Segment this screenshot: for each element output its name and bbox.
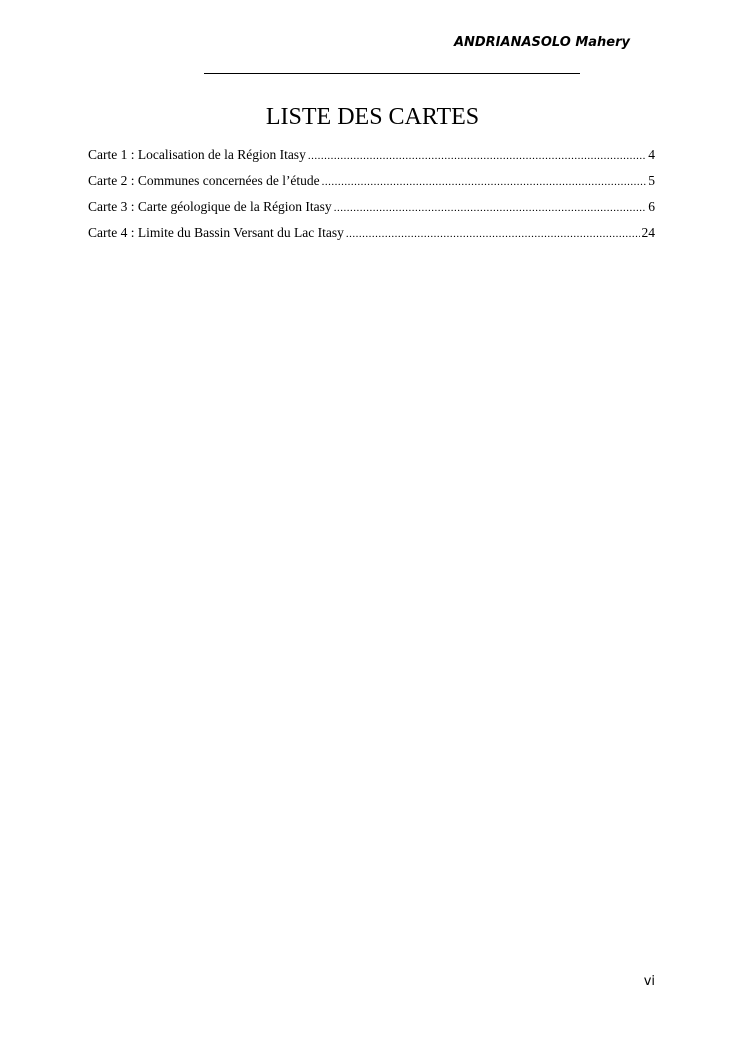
toc-entry-label: Carte 1 : Localisation de la Région Itasy: [88, 147, 306, 162]
toc-entry-label: Carte 2 : Communes concernées de l’étude: [88, 173, 320, 188]
header-author: ANDRIANASOLO Mahery: [453, 35, 630, 50]
footer-page-number: vi: [643, 974, 655, 989]
toc-leader-dots: [308, 147, 646, 165]
toc-leader-dots: [334, 199, 647, 217]
toc-entry[interactable]: [88, 198, 655, 224]
toc-entry-page: 5: [648, 173, 655, 188]
header-divider: [204, 73, 580, 74]
toc-entry-label: Carte 3 : Carte géologique de la Région Itasy: [88, 199, 332, 214]
toc-entry[interactable]: [88, 146, 655, 172]
toc-leader-dots: [322, 173, 647, 191]
toc-leader-dots: [346, 225, 640, 243]
toc-entry-label: Carte 4 : Limite du Bassin Versant du Lac Itasy: [88, 225, 344, 240]
toc-entry-page: 4: [648, 147, 655, 162]
list-of-maps: [88, 146, 655, 250]
page-title: LISTE DES CARTES: [265, 104, 480, 131]
toc-entry-page: 6: [648, 199, 655, 214]
toc-entry[interactable]: [88, 224, 655, 250]
toc-entry-page: 24: [641, 225, 655, 240]
toc-entry[interactable]: [88, 172, 655, 198]
